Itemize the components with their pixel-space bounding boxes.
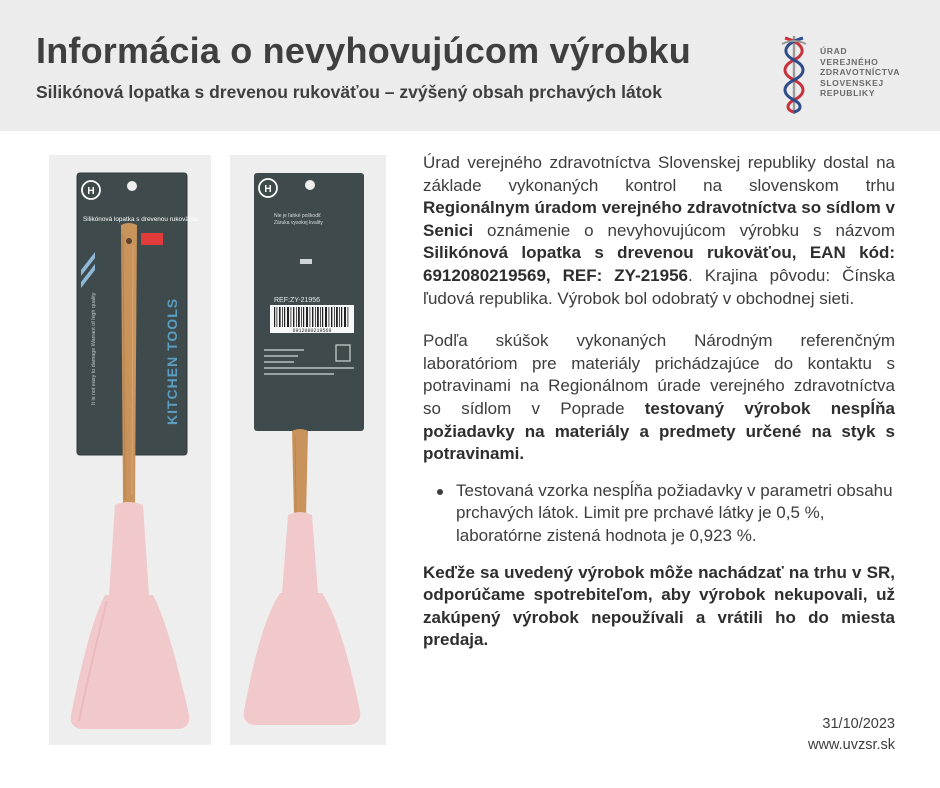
publish-date: 31/10/2023 [822, 716, 895, 732]
paragraph-notification [423, 152, 895, 310]
notice-body [423, 152, 895, 652]
card-back-line2: Záruka vysokej kvality [274, 220, 323, 226]
header-band [0, 0, 940, 131]
logo-line: REPUBLIKY [820, 88, 876, 99]
finding-list [423, 480, 895, 548]
svg-text:H: H [264, 184, 272, 195]
card-back-line1: Nie je ľahké poškodiť [274, 213, 321, 219]
list-item [456, 480, 895, 548]
p1-authority: Regionálnym úradom verejného zdravotníctva so sídlom v Senici [423, 198, 895, 240]
p2-text: Podľa skúšok vykonaných Národným referenčným laboratóriom pre materiály prichádzajúce do kontaktu s potravinami na Regionálnom úrade verejného zdravotníctva so sídlom v Poprade [423, 331, 895, 418]
paragraph-test-result [423, 330, 895, 466]
logo-line: ZDRAVOTNÍCTVA [820, 67, 901, 78]
card-side-small-text: It is not easy to damage Warrant of high quality [91, 292, 97, 405]
product-back-illustration [230, 155, 386, 745]
p1-text: Úrad verejného zdravotníctva Slovenskej republiky dostal na základe vykonaných kontrol na slovenskom trhu [423, 153, 895, 195]
card-ref-text: REF:ZY-21956 [274, 297, 321, 304]
bullet-dot [437, 489, 443, 495]
product-photo-front [49, 155, 211, 745]
website-link[interactable]: www.uvzsr.sk [807, 737, 895, 753]
product-front-illustration [49, 155, 211, 745]
p2-conclusion: testovaný výrobok nespĺňa požiadavky na materiály a predmety určené na styk s potravinami. [423, 398, 895, 464]
p1-text: oznámenie o nevyhovujúcom výrobku s názvom [473, 220, 895, 240]
page-title: Informácia o nevyhovujúcom výrobku [36, 30, 691, 71]
p1-product-name: Silikónová lopatka s drevenou rukoväťou, EAN kód: 6912080219569, REF: ZY-21956 [423, 243, 895, 285]
uvzsr-logo [776, 30, 926, 118]
logo-text [820, 46, 900, 99]
paragraph-recommendation: Keďže sa uvedený výrobok môže nachádzať na trhu v SR, odporúčame spotrebiteľom, aby výrobok nekupovali, už zakúpený výrobok nepoužívali a vrátili ho do miesta predaja. [423, 562, 895, 650]
logo-line: ÚRAD [820, 46, 848, 56]
logo-line: SLOVENSKEJ [820, 77, 884, 88]
product-photo-back [230, 155, 386, 745]
logo-line: VEREJNÉHO [820, 56, 879, 67]
caduceus-logo-icon [776, 30, 812, 116]
card-label: Silikónová lopatka s drevenou rukoväťou [83, 216, 199, 223]
finding-text: Testovaná vzorka nespĺňa požiadavky v parametri obsahu prchavých látok. Limit pre prchavé látky je 0,5 %, laboratórne zistená hodnota je 0,923 %. [456, 480, 893, 545]
page-subtitle: Silikónová lopatka s drevenou rukoväťou – zvýšený obsah prchavých látok [36, 82, 662, 102]
svg-text:H: H [87, 186, 95, 197]
card-side-text: KITCHEN TOOLS [164, 297, 180, 425]
p1-text: . Krajina pôvodu: Čínska ľudová republika. Výrobok bol odobratý v obchodnej sieti. [423, 265, 896, 308]
barcode-number: 6912080219569 [292, 328, 332, 334]
